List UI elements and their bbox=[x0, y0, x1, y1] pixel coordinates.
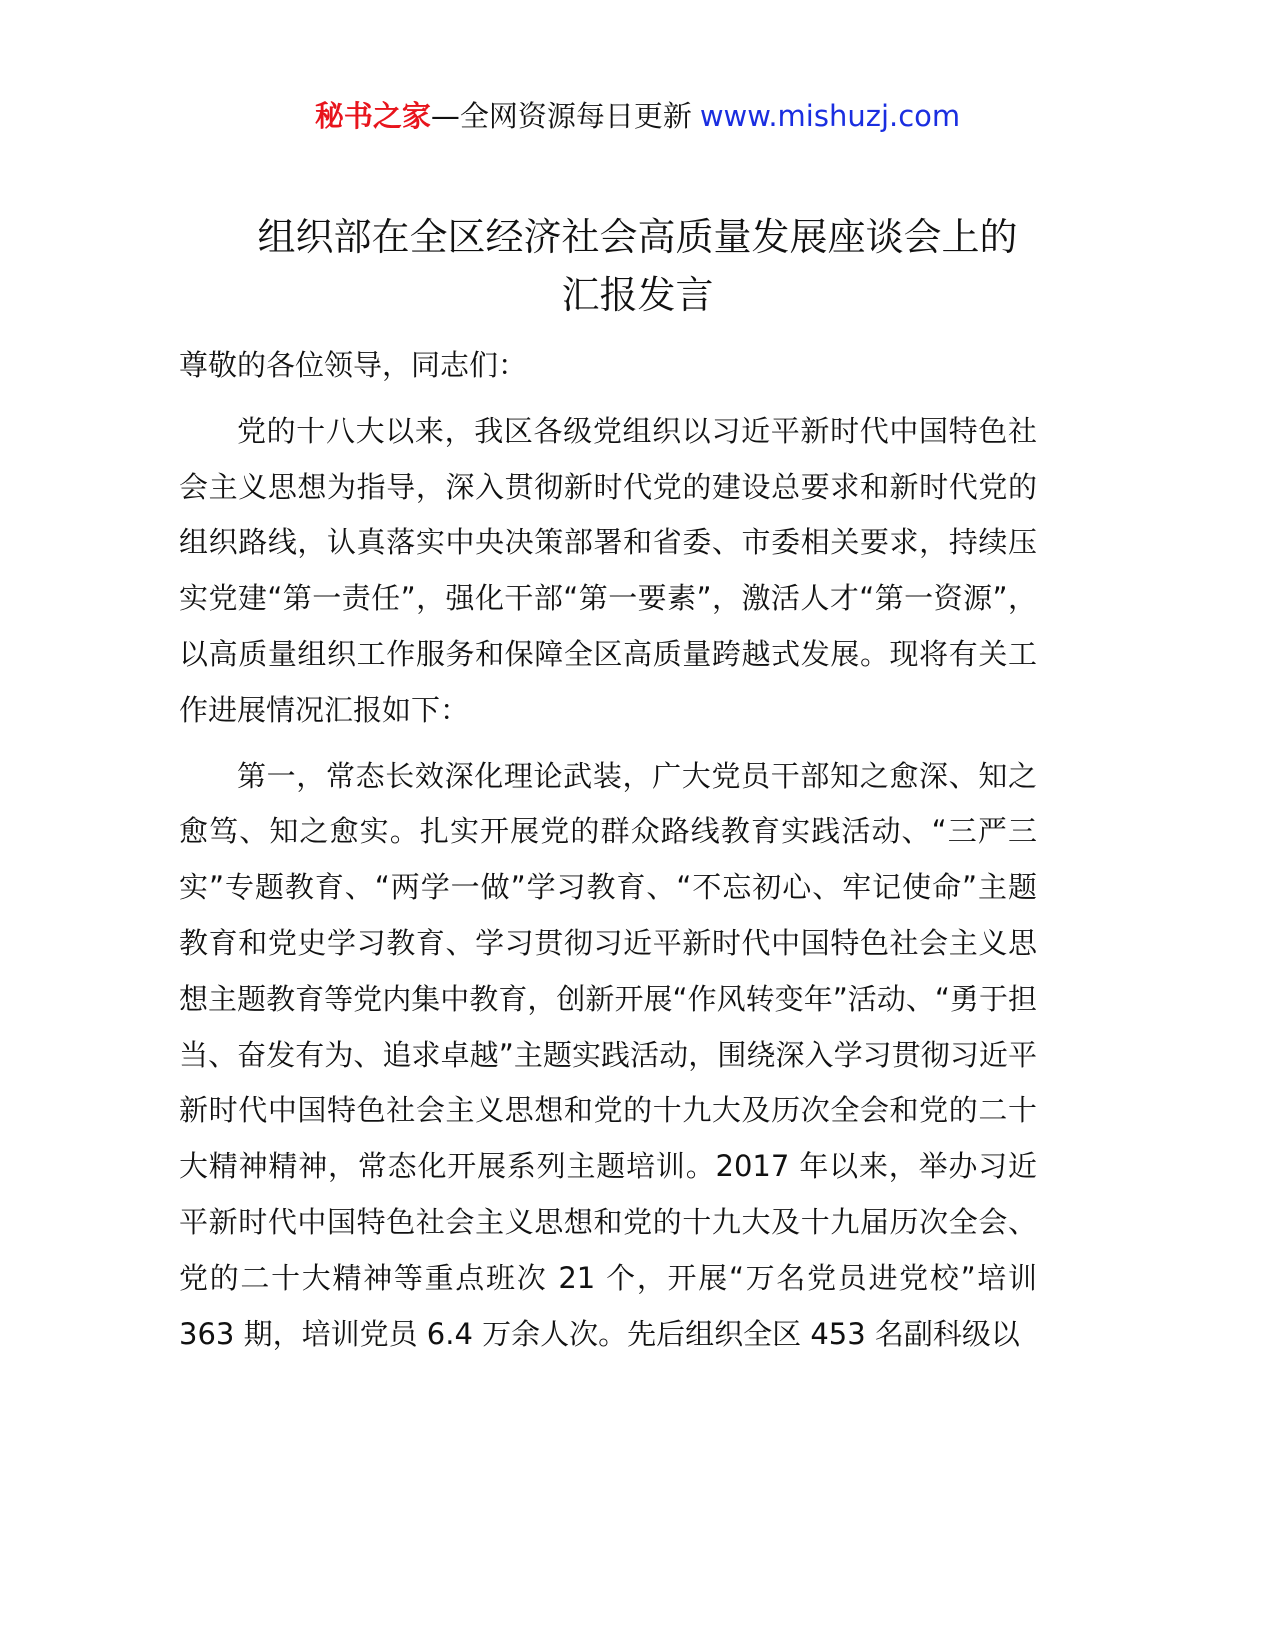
site-header bbox=[0, 96, 1275, 136]
document-title-line-2: 汇报发言 bbox=[561, 273, 714, 317]
document-title bbox=[150, 208, 1125, 324]
site-url-link[interactable]: www.mishuzj.com bbox=[699, 99, 961, 133]
document-body bbox=[179, 338, 1037, 1372]
salutation: 尊敬的各位领导，同志们： bbox=[179, 348, 528, 382]
paragraph-intro: 党的十八大以来，我区各级党组织以习近平新时代中国特色社会主义思想为指导，深入贯彻新时代党的建设总要求和新时代党的组织路线，认真落实中央决策部署和省委、市委相关要求，持续压实党建“第一责任”，强化干部“第一要素”，激活人才“第一资源”，以高质量组织工作服务和保障全区高质量跨越式发展。现将有关工作进展情况汇报如下： bbox=[179, 413, 1037, 727]
site-slogan: —全网资源每日更新 bbox=[430, 99, 692, 133]
site-brand: 秘书之家 bbox=[314, 99, 431, 133]
document-title-line-1: 组织部在全区经济社会高质量发展座谈会上的 bbox=[257, 215, 1018, 259]
paragraph-first-point: 第一，常态长效深化理论武装，广大党员干部知之愈深、知之愈笃、知之愈实。扎实开展党的群众路线教育实践活动、“三严三实”专题教育、“两学一做”学习教育、“不忘初心、牢记使命”主题教育和党史学习教育、学习贯彻习近平新时代中国特色社会主义思想主题教育等党内集中教育，创新开展“作风转变年”活动、“勇于担当、奋发有为、追求卓越”主题实践活动，围绕深入学习贯彻习近平新时代中国特色社会主义思想和党的十九大及历次全会和党的二十大精神精神，常态化开展系列主题培训。2017 年以来，举办习近平新时代中国特色社会主义思想和党的十九大及十九届历次全会、党的二十大精神等重点班次 21 个，开展“万名党员进党校”培训 363 期，培训党员 6.4 万余人次。先后组织全区 453 名副科级以 bbox=[179, 758, 1037, 1351]
